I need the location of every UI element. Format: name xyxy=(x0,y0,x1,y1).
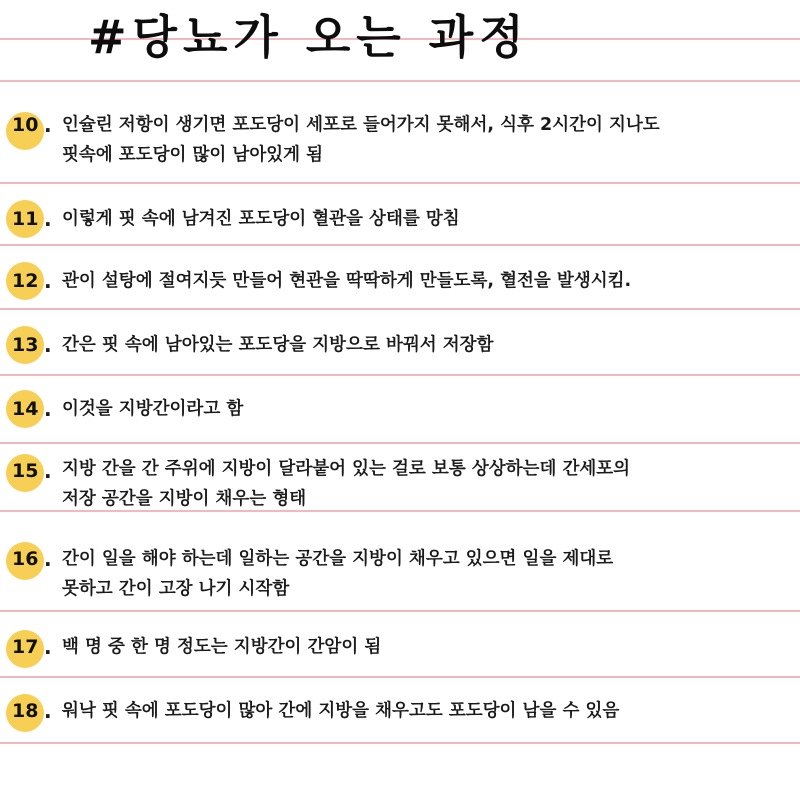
item-text xyxy=(62,696,800,726)
ruled-line xyxy=(0,610,800,612)
item-text-line: 간이 일을 해야 하는데 일하는 공간을 지방이 채우고 있으면 일을 제대로 xyxy=(62,549,614,569)
item-text-line: 핏속에 포도당이 많이 남아있게 됨 xyxy=(62,145,324,165)
item-text xyxy=(62,632,800,662)
item-text xyxy=(62,110,800,170)
ruled-line xyxy=(0,676,800,678)
item-number: 17 xyxy=(12,636,39,658)
item-text xyxy=(62,394,800,424)
item-number: 13 xyxy=(12,334,39,356)
item-text xyxy=(62,204,800,234)
item-text xyxy=(62,454,800,514)
item-text xyxy=(62,544,800,604)
ruled-line xyxy=(0,182,800,184)
item-dot: . xyxy=(44,113,52,137)
item-dot: . xyxy=(44,699,52,723)
item-text-line: 못하고 간이 고장 나기 시작함 xyxy=(62,579,290,599)
item-dot: . xyxy=(44,207,52,231)
item-text-line: 워낙 핏 속에 포도당이 많아 간에 지방을 채우고도 포도당이 남을 수 있음 xyxy=(62,701,620,721)
item-dot: . xyxy=(44,635,52,659)
ruled-line xyxy=(0,244,800,246)
ruled-line xyxy=(0,308,800,310)
item-dot: . xyxy=(44,397,52,421)
item-number: 10 xyxy=(12,114,39,136)
item-text-line: 지방 간을 간 주위에 지방이 달라붙어 있는 걸로 보통 상상하는데 간세포의 xyxy=(62,459,631,479)
item-dot: . xyxy=(44,333,52,357)
item-text-line: 인슐린 저항이 생기면 포도당이 세포로 들어가지 못해서, 식후 2시간이 지나도 xyxy=(62,115,660,135)
item-number: 18 xyxy=(12,700,39,722)
page-title: #당뇨가 오는 과정 xyxy=(88,10,530,64)
item-text-line: 간은 핏 속에 남아있는 포도당을 지방으로 바꿔서 저장함 xyxy=(62,335,494,355)
ruled-line xyxy=(0,80,800,82)
item-number: 14 xyxy=(12,398,39,420)
item-text-line: 저장 공간을 지방이 채우는 형태 xyxy=(62,489,307,509)
item-text xyxy=(62,330,800,360)
item-dot: . xyxy=(44,459,52,483)
item-text-line: 백 명 중 한 명 정도는 지방간이 간암이 됨 xyxy=(62,637,382,657)
ruled-line xyxy=(0,742,800,744)
item-number: 12 xyxy=(12,270,39,292)
item-dot: . xyxy=(44,547,52,571)
ruled-line xyxy=(0,374,800,376)
item-text-line: 관이 설탕에 절여지듯 만들어 현관을 딱딱하게 만들도록, 혈전을 발생시킴. xyxy=(62,271,632,291)
item-number: 11 xyxy=(12,208,39,230)
item-number: 16 xyxy=(12,548,39,570)
ruled-line xyxy=(0,442,800,444)
item-text-line: 이것을 지방간이라고 함 xyxy=(62,399,244,419)
item-text-line: 이렇게 핏 속에 남겨진 포도당이 혈관을 상태를 망침 xyxy=(62,209,460,229)
item-text xyxy=(62,266,800,296)
item-dot: . xyxy=(44,269,52,293)
item-number: 15 xyxy=(12,460,39,482)
